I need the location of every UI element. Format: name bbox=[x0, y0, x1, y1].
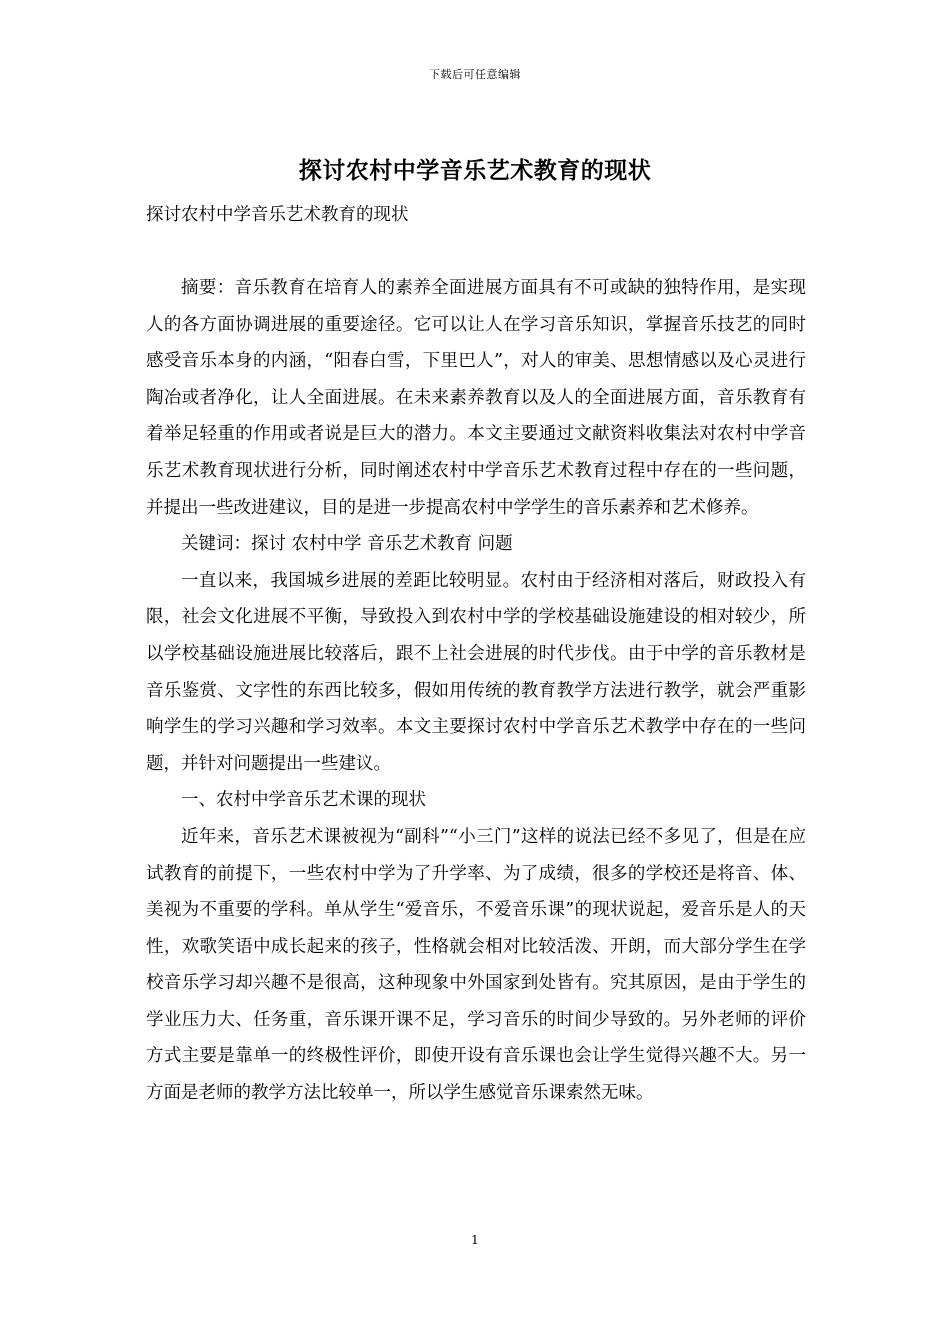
abstract-paragraph: 摘要：音乐教育在培育人的素养全面进展方面具有不可或缺的独特作用，是实现人的各方面协调进展的重要途径。它可以让人在学习音乐知识，掌握音乐技艺的同时感受音乐本身的内涵，“阳春白雪，下里巴人”，对人的审美、思想情感以及心灵进行陶冶或者净化，让人全面进展。在未来素养教育以及人的全面进展方面，音乐教育有着举足轻重的作用或者说是巨大的潜力。本文主要通过文献资料收集法对农村中学音乐艺术教育现状进行分析，同时阐述农村中学音乐艺术教育过程中存在的一些问题，并提出一些改进建议，目的是进一步提高农村中学学生的音乐素养和艺术修养。 bbox=[146, 278, 806, 518]
page-number: 1 bbox=[471, 1233, 479, 1247]
intro-paragraph: 一直以来，我国城乡进展的差距比较明显。农村由于经济相对落后，财政投入有限，社会文化进展不平衡，导致投入到农村中学的学校基础设施建设的相对较少，所以学校基础设施进展比较落后，跟不上社会进展的时代步伐。由于中学的音乐教材是音乐鉴赏、文字性的东西比较多，假如用传统的教育教学方法进行教学，就会严重影响学生的学习兴趣和学习效率。本文主要探讨农村中学音乐艺术教学中存在的一些问题，并针对问题提出一些建议。 bbox=[146, 570, 806, 774]
header-note: 下载后可任意编辑 bbox=[429, 68, 521, 81]
document-title: 探讨农村中学音乐艺术教育的现状 bbox=[298, 157, 652, 184]
section-paragraph: 近年来，音乐艺术课被视为“副科”“小三门”这样的说法已经不多见了，但是在应试教育的前提下，一些农村中学为了升学率、为了成绩，很多的学校还是将音、体、美视为不重要的学科。单从学生“爱音乐，不爱音乐课”的现状说起，爱音乐是人的天性，欢歌笑语中成长起来的孩子，性格就会相对比较活泼、开朗，而大部分学生在学校音乐学习却兴趣不是很高，这种现象中外国家到处皆有。究其原因，是由于学生的学业压力大、任务重，音乐课开课不足，学习音乐的时间少导致的。另外老师的评价方式主要是靠单一的终极性评价，即使开设有音乐课也会让学生觉得兴趣不大。另一方面是老师的教学方法比较单一，所以学生感觉音乐课索然无味。 bbox=[146, 826, 806, 1104]
section-heading: 一、农村中学音乐艺术课的现状 bbox=[181, 790, 426, 811]
body-text bbox=[146, 270, 806, 1112]
keywords-paragraph: 关键词：探讨 农村中学 音乐艺术教育 问题 bbox=[181, 534, 513, 555]
document-subtitle: 探讨农村中学音乐艺术教育的现状 bbox=[146, 205, 409, 225]
